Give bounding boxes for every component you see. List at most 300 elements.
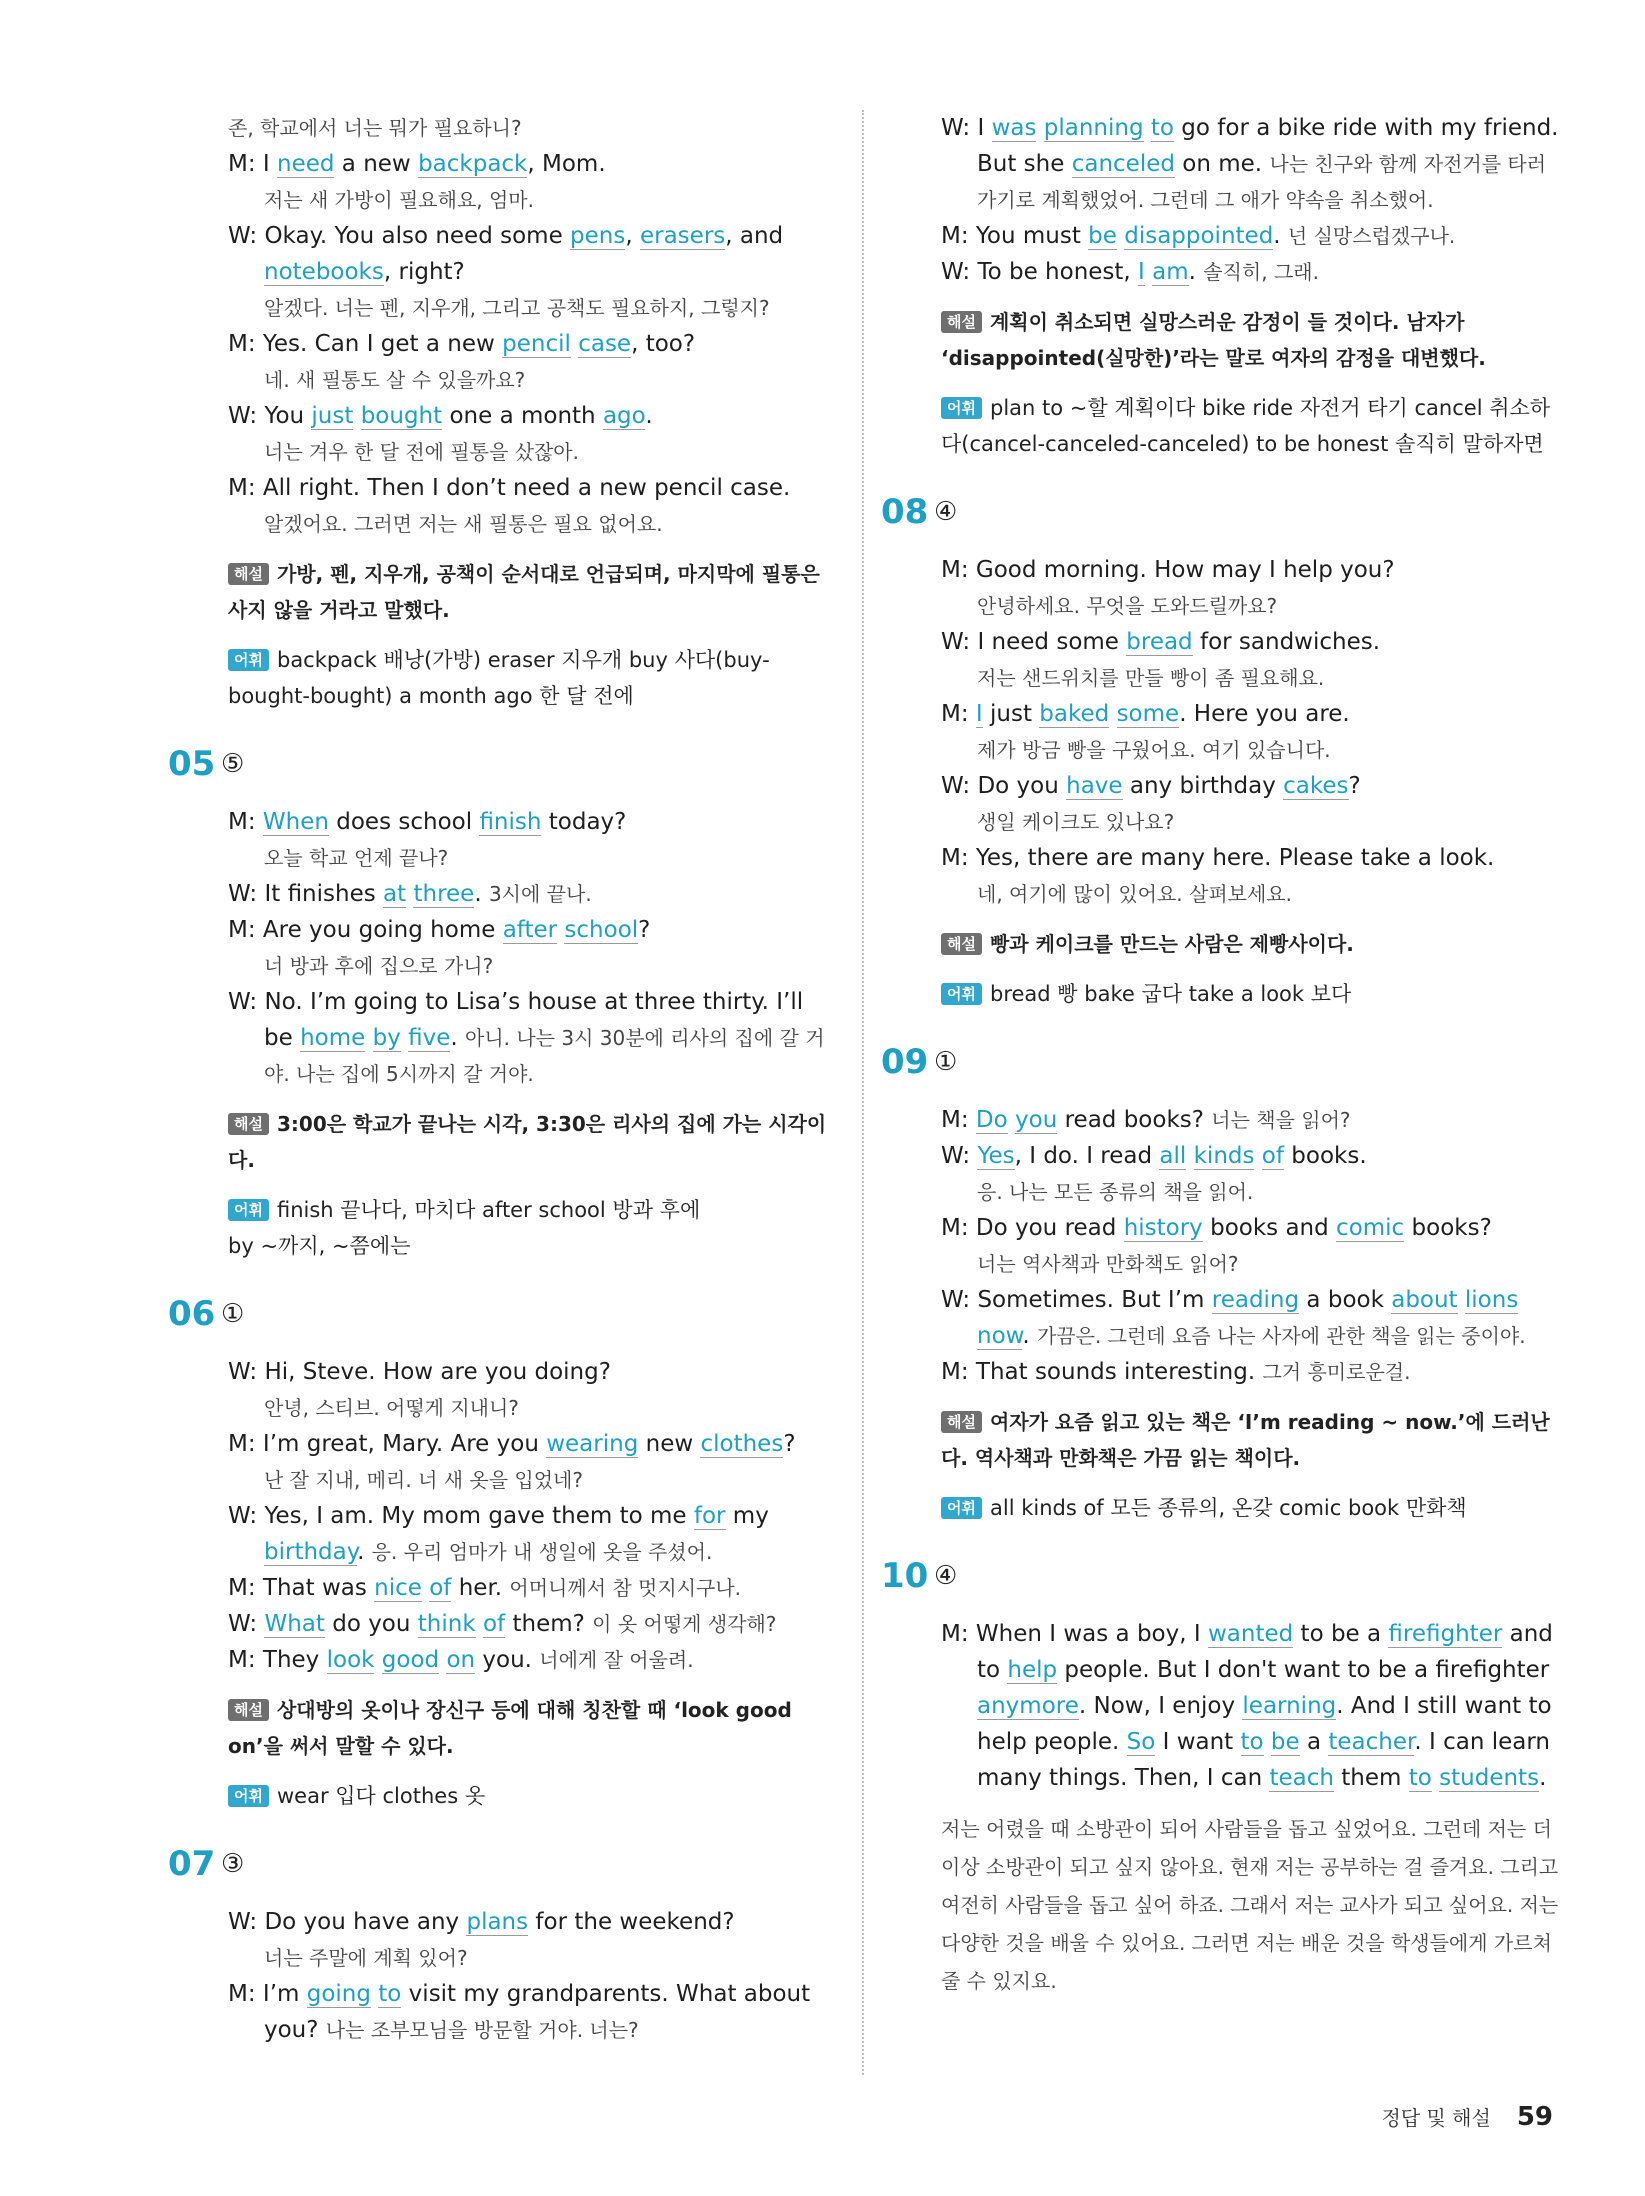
korean-translation: 이 옷 어떻게 생각해? [592,1612,777,1636]
explanation-09: 해설 여자가 요즘 읽고 있는 책은 ‘I’m reading ~ now.’에 드러난다. 역사책과 만화책은 가끔 읽는 책이다. [941,1410,1550,1470]
text-span [1186,1143,1193,1169]
text-span: M: That sounds interesting. [941,1359,1263,1385]
text-span [476,1611,483,1637]
text-span: ? [783,1431,796,1457]
explanation-tag: 해설 [228,563,269,585]
text-span: M: You must [941,223,1089,249]
answer-blank: three [413,881,475,907]
answer-blank: plans [466,1909,529,1935]
dialogue-translation: 제가 방금 빵을 구웠어요. 여기 있습니다. [977,738,1331,762]
dialogue-line [228,1606,828,1642]
text-span: backpack [276,648,384,672]
dialogue-line [941,840,1561,876]
korean-translation: 솔직히 말하자면 [1395,432,1544,456]
answer-blank: to [1240,1729,1264,1755]
text-span: M: Yes, there are many here. Please take a look. [941,845,1495,871]
text-span: books. [1283,1143,1367,1169]
text-span: new [638,1431,701,1457]
dialogue-translation: 알겠어요. 그러면 저는 새 필통은 필요 없어요. [264,512,663,536]
korean-translation: 모든 종류의, 온갖 [1110,1496,1280,1520]
answer-mark: ③ [221,1849,245,1879]
dialogue-translation: 너는 주말에 계획 있어? [264,1946,468,1970]
text-span: any birthday [1122,773,1284,799]
dialogue-translation: 안녕하세요. 무엇을 도와드릴까요? [977,594,1278,618]
text-span: . [1188,259,1204,285]
answer-blank: So [1126,1729,1156,1755]
text-span: wear [276,1784,336,1808]
text-span: W: Do you have any [228,1909,467,1935]
text-span: to be a [1293,1621,1389,1647]
answer-blank: to [1408,1765,1432,1791]
text-span: . Here you are. [1179,701,1350,727]
answer-blank: of [429,1575,452,1601]
answer-blank: help [1007,1657,1058,1683]
korean-translation: 옷 [464,1784,486,1808]
vocabulary-09 [941,1490,1561,1526]
question-08-header [881,492,1561,534]
dialogue-line [941,768,1561,804]
column-divider [862,110,864,2075]
answer-blank: clothes [700,1431,784,1457]
text-span: buy [628,648,675,672]
text-span: all kinds of [989,1496,1111,1520]
answer-blank: all [1159,1143,1187,1169]
text-span: . [474,881,489,907]
explanation-tag: 해설 [941,933,982,955]
text-span [365,1025,372,1051]
text-span: W: [941,1143,978,1169]
text-span [1008,1107,1015,1133]
answer-blank: be [1270,1729,1300,1755]
answer-blank: reading [1211,1287,1300,1313]
question-number: 05 [168,744,216,784]
dialogue-line [941,1616,1561,1796]
text-span: bike ride [1202,396,1300,420]
dialogue-translation: 응. 나는 모든 종류의 책을 읽어. [977,1180,1254,1204]
korean-translation: 입다 [335,1784,383,1808]
translation-10: 저는 어렸을 때 소방관이 되어 사람들을 돕고 싶었어요. 그런데 저는 더 이상 소방관이 되고 싶지 않아요. 현재 저는 공부하는 걸 즐겨요. 그리고 여전히 사람들을 돕고 싶어 하죠. 그래서 저는 교사가 되고 싶어요. 저는 다양한 것을 배울 수 있어요. 그러면 저는 배운 것을 학생들에게 가르쳐줄 수 있지요. [941,1817,1559,1993]
text-span [374,1647,381,1673]
text-span: finish [276,1198,341,1222]
text-span: by [228,1234,261,1258]
answer-blank: teacher [1328,1729,1415,1755]
dialogue-line [228,1976,828,2048]
dialogue-line [228,804,828,840]
answer-blank: notebooks [264,259,384,285]
text-span [1254,1143,1261,1169]
dialogue-line [941,110,1561,218]
korean-translation: 만화책 [1405,1496,1467,1520]
text-span: , too? [631,331,696,357]
vocabulary-tag: 어휘 [228,1785,269,1807]
answer-blank: by [372,1025,401,1051]
text-span: take a look [1188,982,1311,1006]
vocabulary-06 [228,1778,828,1814]
answer-blank: comic [1336,1215,1405,1241]
korean-translation: 빵 [1057,982,1085,1006]
dialogue-translation: 저는 새 가방이 필요해요, 엄마. [264,188,534,212]
korean-translation: 그거 흥미로운걸. [1262,1360,1411,1384]
dialogue-07-continued [941,110,1561,290]
answer-blank: have [1066,773,1123,799]
text-span: comic book [1279,1496,1406,1520]
dialogue-06 [228,1354,828,1678]
text-span: does school [328,809,480,835]
text-span: , I do. I read [1014,1143,1160,1169]
text-span: read books? [1057,1107,1212,1133]
text-span: W: You [228,403,312,429]
text-span: today? [541,809,627,835]
page-footer [1381,2102,1553,2132]
dialogue-line [941,1282,1561,1354]
dialogue-line [228,1426,828,1462]
dialogue-line [228,1642,828,1678]
text-span: ? [1348,773,1361,799]
dialogue-09 [941,1102,1561,1390]
answer-blank: about [1391,1287,1458,1313]
text-span [1036,115,1043,141]
text-span [353,403,360,429]
question-05-header [168,744,828,786]
text-span: . Now, I enjoy [1078,1693,1243,1719]
text-span: W: To be honest, [941,259,1139,285]
text-span: just [982,701,1040,727]
text-span: . [357,1539,372,1565]
text-span [1109,701,1116,727]
text-span: M: [941,701,976,727]
text-span: W: Yes, I am. My mom gave them to me [228,1503,694,1529]
answer-blank: just [311,403,354,429]
explanation-05: 해설 3:00은 학교가 끝나는 시각, 3:30은 리사의 집에 가는 시각이다. [228,1112,827,1172]
vocabulary-tag: 어휘 [228,649,269,671]
korean-translation: 취소하다 [941,396,1551,456]
korean-translation: 사다 [674,648,716,672]
text-span: . I can learn many things. Then, I can [977,1729,1550,1791]
explanation-tag: 해설 [228,1699,269,1721]
text-span [1264,1729,1271,1755]
text-span: M: That was [228,1575,375,1601]
text-span: M: Yes. Can I get a new [228,331,503,357]
korean-translation: 보다 [1310,982,1352,1006]
text-span: , right? [383,259,465,285]
dialogue-line [941,1354,1561,1390]
text-span: M: Are you going home [228,917,503,943]
answer-blank: at [383,881,407,907]
answer-blank: disappointed [1124,223,1274,249]
dialogue-line [228,984,828,1092]
korean-translation: 지우개 [561,648,629,672]
text-span: eraser [487,648,562,672]
question-number: 06 [168,1294,216,1334]
answer-blank: nice [374,1575,422,1601]
answer-blank: on [446,1647,476,1673]
answer-blank: firefighter [1388,1621,1503,1647]
answer-mark: ④ [934,1561,958,1591]
text-span: visit my grandparents. What about you? [264,1981,811,2043]
dialogue-translation: 오늘 학교 언제 끝나? [264,846,449,870]
dialogue-line [941,218,1561,254]
vocabulary-tag: 어휘 [941,397,982,419]
dialogue-translation: 존, 학교에서 너는 뭐가 필요하니? [228,116,522,140]
answer-blank: need [277,151,335,177]
text-span: go for a bike ride with my friend. But she [977,115,1559,177]
explanation-tag: 해설 [941,1411,982,1433]
answer-blank: kinds [1193,1143,1255,1169]
answer-blank: some [1116,701,1180,727]
text-span: do you [324,1611,418,1637]
dialogue-translation: 네, 여기에 많이 있어요. 살펴보세요. [977,882,1292,906]
answer-blank: pencil [502,331,571,357]
text-span: (cancel-canceled-canceled) to be honest [961,432,1396,456]
explanation-07: 해설 계획이 취소되면 실망스러운 감정이 들 것이다. 남자가 ‘disappointed(실망한)’라는 말로 여자의 감정을 대변했다. [941,310,1486,370]
dialogue-line [228,326,828,362]
question-number: 09 [881,1042,929,1082]
dialogue-line [941,552,1561,588]
answer-blank: planning [1043,115,1144,141]
dialogue-05 [228,804,828,1092]
answer-blank: Yes [977,1143,1015,1169]
answer-blank: school [564,917,639,943]
dialogue-04-continued [228,110,828,542]
text-span: them [1333,1765,1409,1791]
answer-blank: think [417,1611,476,1637]
answer-blank: bought [360,403,443,429]
text-span: people. But I don't want to be a firefighter [1057,1657,1550,1683]
text-span: for sandwiches. [1192,629,1381,655]
text-span: , [625,223,640,249]
text-span: (buy-bought-bought) a month ago [228,648,770,708]
text-span: M: I’m [228,1981,307,2007]
answer-blank: wearing [546,1431,639,1457]
question-07-header [168,1844,828,1886]
dialogue-translation: 너는 겨우 한 달 전에 필통을 샀잖아. [264,440,579,464]
korean-translation: 배낭(가방) [383,648,488,672]
text-span: and to [977,1621,1553,1683]
text-span: plan to [989,396,1070,420]
answer-blank: for [693,1503,726,1529]
text-span: one a month [442,403,603,429]
korean-translation: ~까지, ~쯤에는 [260,1234,411,1258]
answer-blank: bread [1126,629,1193,655]
dialogue-line [941,696,1561,732]
korean-translation: 솔직히, 그래. [1203,260,1319,284]
dialogue-line [228,1570,828,1606]
korean-translation: 아니. 나는 3시 30분에 리사의 집에 갈 거야. 나는 집에 5시까지 갈 거야. [264,1026,825,1086]
text-span: a new [334,151,419,177]
text-span: you. [475,1647,540,1673]
answer-blank: anymore [977,1693,1079,1719]
dialogue-line [228,1904,828,1940]
question-09-header [881,1042,1561,1084]
dialogue-line [941,254,1561,290]
answer-blank: five [408,1025,451,1051]
answer-blank: ago [602,403,646,429]
dialogue-translation: 난 잘 지내, 메리. 너 새 옷을 입었네? [264,1468,583,1492]
text-span: . [1273,223,1288,249]
answer-blank: pens [570,223,626,249]
text-span: her. [451,1575,510,1601]
text-span: M: I’m great, Mary. Are you [228,1431,547,1457]
answer-mark: ④ [934,497,958,527]
dialogue-line [941,1102,1561,1138]
answer-blank: now [977,1323,1023,1349]
text-span: I want [1155,1729,1241,1755]
text-span [1144,115,1151,141]
text-span: M: I [228,151,277,177]
vocabulary-08 [941,976,1561,1012]
korean-translation: 나는 조부모님을 방문할 거야. 너는? [325,2018,639,2042]
answer-blank: of [482,1611,506,1637]
text-span: M: [941,1107,976,1133]
dialogue-08 [941,552,1561,912]
answer-blank: be [1088,223,1117,249]
text-span: a book [1299,1287,1392,1313]
text-span: M: Good morning. How may I help you? [941,557,1395,583]
vocabulary-tag: 어휘 [941,983,982,1005]
question-number: 10 [881,1556,929,1596]
text-span: cancel [1414,396,1490,420]
answer-blank: of [1261,1143,1284,1169]
answer-mark: ⑤ [221,749,245,779]
text-span: , and [725,223,784,249]
text-span: W: It finishes [228,881,384,907]
dialogue-line [228,470,828,506]
text-span: , Mom. [527,151,606,177]
explanation-tag: 해설 [228,1113,269,1135]
answer-blank: erasers [639,223,726,249]
dialogue-line [228,876,828,912]
korean-translation: 응. 우리 엄마가 내 생일에 옷을 주셨어. [371,1540,713,1564]
dialogue-line [228,218,828,290]
korean-translation: 굽다 [1141,982,1189,1006]
text-span: them? [505,1611,593,1637]
text-span: W: Okay. You also need some [228,223,571,249]
text-span: books and [1202,1215,1337,1241]
text-span: . And I still want to help people. [977,1693,1552,1755]
text-span: . [645,403,653,429]
answer-blank: lions [1464,1287,1519,1313]
answer-blank: What [264,1611,325,1637]
answer-mark: ① [934,1047,958,1077]
korean-translation: 너는 책을 읽어? [1211,1108,1351,1132]
answer-blank: cakes [1283,773,1349,799]
answer-blank: home [300,1025,366,1051]
vocabulary-tag: 어휘 [941,1497,982,1519]
question-10-header [881,1556,1561,1598]
explanation-tag: 해설 [941,311,982,333]
answer-blank: backpack [418,151,528,177]
text-span: M: When I was a boy, I [941,1621,1208,1647]
text-span: W: I [941,115,992,141]
korean-translation: 자전거 타기 [1299,396,1415,420]
question-number: 07 [168,1844,216,1884]
text-span: W: Sometimes. But I’m [941,1287,1212,1313]
dialogue-translation: 안녕, 스티브. 어떻게 지내니? [264,1396,519,1420]
answer-blank: finish [479,809,542,835]
text-span: bread [989,982,1058,1006]
dialogue-translation: 알겠다. 너는 펜, 지우개, 그리고 공책도 필요하지, 그렇지? [264,296,770,320]
answer-blank: look [326,1647,375,1673]
dialogue-07 [228,1904,828,2048]
answer-mark: ① [221,1299,245,1329]
text-span: my [725,1503,769,1529]
answer-blank: to [1150,115,1174,141]
korean-translation: 3시에 끝나. [488,882,592,906]
text-span: bake [1084,982,1142,1006]
answer-blank: students [1439,1765,1540,1791]
dialogue-line [941,624,1561,660]
text-span: W: I need some [941,629,1127,655]
text-span: books? [1404,1215,1492,1241]
dialogue-line [228,1498,828,1570]
answer-blank: birthday [264,1539,358,1565]
dialogue-translation: 생일 케이크도 있나요? [977,810,1175,834]
explanation-08: 해설 빵과 케이크를 만드는 사람은 제빵사이다. [941,926,1561,962]
dialogue-line [228,1354,828,1390]
answer-blank: was [991,115,1037,141]
text-span: W: Do you [941,773,1067,799]
answer-blank: I [1138,259,1145,285]
vocabulary-tag: 어휘 [228,1199,269,1221]
text-span: M: All right. Then I don’t need a new pencil case. [228,475,791,501]
answer-blank: I [975,701,983,727]
text-span: for the weekend? [528,1909,735,1935]
dialogue-line [228,146,828,182]
right-column [881,110,1561,2000]
answer-blank: to [378,1981,402,2007]
answer-blank: wanted [1207,1621,1294,1647]
korean-translation: 가끔은. 그런데 요즘 나는 사자에 관한 책을 읽는 중이야. [1036,1324,1526,1348]
dialogue-line [941,1138,1561,1174]
korean-translation: 끝나다, 마치다 [340,1198,483,1222]
dialogue-line [228,912,828,948]
text-span: W: Hi, Steve. How are you doing? [228,1359,611,1385]
text-span: a [1299,1729,1329,1755]
vocabulary-05 [228,1192,828,1264]
explanation-04: 해설 가방, 펜, 지우개, 공책이 순서대로 언급되며, 마지막에 필통은 사지 않을 거라고 말했다. [228,562,820,622]
text-span: after school [482,1198,613,1222]
korean-translation: 너에게 잘 어울려. [539,1648,694,1672]
korean-translation: ~할 계획이다 [1069,396,1203,420]
question-06-header [168,1294,828,1336]
answer-blank: you [1015,1107,1058,1133]
korean-translation: 어머니께서 참 멋지시구나. [509,1576,742,1600]
page-number: 59 [1516,2102,1553,2132]
text-span [1458,1287,1465,1313]
answer-blank: baked [1039,701,1110,727]
text-span: M: [228,809,263,835]
dialogue-translation: 저는 샌드위치를 만들 빵이 좀 필요해요. [977,666,1325,690]
vocabulary-07 [941,390,1561,462]
text-span: M: They [228,1647,327,1673]
answer-blank: good [381,1647,440,1673]
answer-blank: learning [1242,1693,1337,1719]
monologue-10 [941,1616,1561,1796]
korean-translation: 넌 실망스럽겠구나. [1287,224,1456,248]
answer-blank: Do [975,1107,1008,1133]
text-span: ? [638,917,651,943]
footer-label: 정답 및 해설 [1381,2106,1491,2130]
answer-blank: am [1152,259,1189,285]
explanation-06: 해설 상대방의 옷이나 장신구 등에 대해 칭찬할 때 ‘look good on’을 써서 말할 수 있다. [228,1698,792,1758]
answer-blank: case [578,331,632,357]
text-span: W: No. I’m going to Lisa’s house at three thirty. I’ll be [228,989,804,1051]
text-span: W: [228,1611,265,1637]
answer-blank: going [306,1981,371,2007]
text-span: . [1539,1765,1547,1791]
text-span: clothes [382,1784,465,1808]
text-span: M: Do you read [941,1215,1124,1241]
